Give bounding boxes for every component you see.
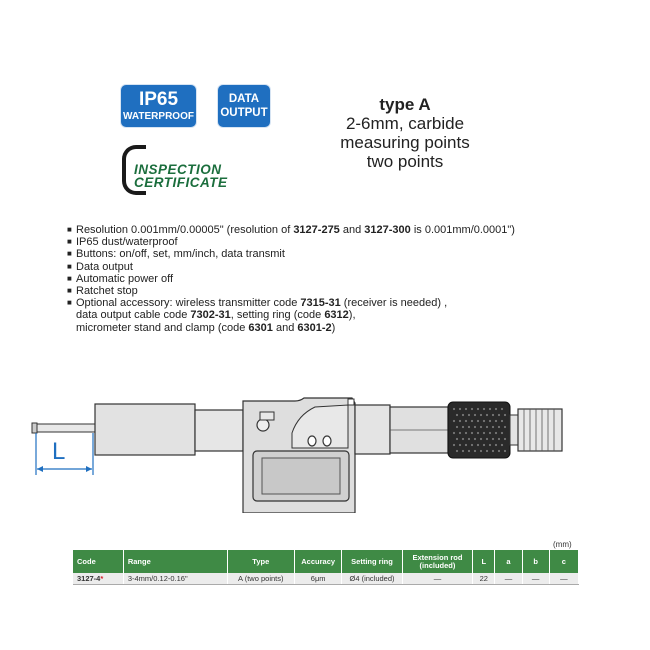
spec-item-resolution (67, 224, 627, 236)
type-title: type A (379, 95, 431, 114)
spec-text: Buttons: on/off, set, mm/inch, data transmit (76, 248, 285, 261)
ip65-badge-title: IP65 (138, 89, 179, 110)
spec-text: micrometer stand and clamp (code (76, 321, 249, 334)
spec-item-optional-cont1 (67, 309, 627, 321)
bullet-icon: ■ (67, 261, 72, 271)
spec-text: Data output (76, 260, 133, 273)
left-sleeve (95, 404, 195, 455)
measuring-rod (34, 424, 96, 432)
data-output-badge (218, 85, 270, 127)
ratchet-knob (448, 402, 510, 458)
bullet-icon: ■ (67, 273, 72, 283)
thimble-sleeve (355, 405, 390, 454)
spec-list (67, 224, 627, 334)
spec-text: is 0.001mm/0.0001") (410, 224, 515, 236)
ratchet-neck (510, 415, 518, 445)
spec-code: 7302-31 (190, 309, 231, 322)
spec-text: Resolution 0.001mm/0.00005" (resolution of (76, 224, 294, 236)
spec-code: 7315-31 (300, 297, 341, 310)
dimension-label: L (52, 438, 66, 465)
spec-text: ) (331, 321, 336, 334)
spec-text: and (339, 224, 365, 236)
cell-c: — (549, 573, 578, 585)
spec-item-data-output (67, 261, 627, 273)
spec-text: (receiver is needed) , (340, 297, 448, 310)
bullet-icon: ■ (67, 237, 72, 247)
cell-l: 22 (473, 573, 495, 585)
cell-setting-ring: Ø4 (included) (342, 573, 402, 585)
type-line-3: measuring points (340, 133, 470, 152)
ratchet-stop (518, 409, 562, 451)
cell-range: 3-4mm/0.12-0.16" (123, 573, 227, 585)
ip65-badge-subtitle: WATERPROOF (123, 111, 194, 122)
spec-code: 3127-300 (364, 224, 411, 236)
type-description (320, 95, 490, 171)
table-header-row (73, 550, 579, 573)
header-range: Range (123, 550, 227, 573)
spec-text: ), (348, 309, 356, 322)
ip65-badge (121, 85, 196, 127)
spec-item-optional-cont2 (67, 322, 627, 334)
bullet-icon: ■ (67, 249, 72, 259)
cell-b: — (522, 573, 549, 585)
button-icon (308, 436, 316, 446)
header-b: b (522, 550, 549, 573)
spec-item-ip65 (67, 236, 627, 248)
spec-code: 6301 (248, 321, 273, 334)
spec-code: 6312 (324, 309, 349, 322)
measuring-point-icon (32, 423, 37, 433)
cell-code (73, 573, 123, 585)
code-text: 3127-4 (77, 574, 101, 583)
data-output-badge-line1: DATA (228, 93, 260, 105)
spec-text: Ratchet stop (76, 285, 138, 298)
header-accuracy: Accuracy (295, 550, 342, 573)
marker-asterisk: * (100, 574, 104, 583)
cell-extension-rod: — (402, 573, 472, 585)
spec-item-buttons (67, 248, 627, 260)
cell-accuracy: 6μm (295, 573, 342, 585)
mid-tube (195, 410, 243, 451)
units-label: (mm) (553, 540, 572, 549)
certificate-line2: CERTIFICATE (134, 175, 228, 190)
type-line-2: 2-6mm, carbide (345, 114, 465, 133)
bullet-icon: ■ (67, 225, 72, 234)
cell-type: A (two points) (227, 573, 294, 585)
spec-text: Optional accessory: wireless transmitter code (76, 297, 301, 310)
spec-text: , setting ring (code (230, 309, 325, 322)
header-code: Code (73, 550, 123, 573)
spec-table (73, 550, 579, 585)
lcd-screen (262, 458, 340, 494)
header-type: Type (227, 550, 294, 573)
spec-text: IP65 dust/waterproof (76, 236, 178, 249)
spec-text: data output cable code (76, 309, 191, 322)
header-c: c (549, 550, 578, 573)
type-line-4: two points (366, 152, 444, 171)
header-l: L (473, 550, 495, 573)
spec-text: Automatic power off (76, 272, 174, 285)
micrometer-drawing (30, 393, 630, 513)
spec-text: and (272, 321, 298, 334)
spec-item-power-off (67, 273, 627, 285)
cell-a: — (495, 573, 522, 585)
arrow-right-icon (86, 466, 92, 472)
inspection-certificate-logo (122, 145, 257, 191)
certificate-line1: INSPECTION (134, 162, 222, 177)
header-extension-rod: Extension rod (included) (402, 550, 472, 573)
bullet-icon: ■ (67, 298, 72, 308)
spec-item-ratchet (67, 285, 627, 297)
spec-code: 3127-275 (293, 224, 340, 236)
header-a: a (495, 550, 522, 573)
data-output-badge-line2: OUTPUT (220, 107, 268, 119)
bullet-icon: ■ (67, 286, 72, 296)
corner-icon (348, 399, 354, 405)
spec-item-optional (67, 297, 627, 309)
button-icon (323, 436, 331, 446)
clamp-icon (257, 419, 269, 431)
table-row (73, 573, 579, 585)
clamp-lever (260, 412, 274, 420)
spec-code: 6301-2 (297, 321, 332, 334)
header-setting-ring: Setting ring (342, 550, 402, 573)
arrow-left-icon (37, 466, 43, 472)
